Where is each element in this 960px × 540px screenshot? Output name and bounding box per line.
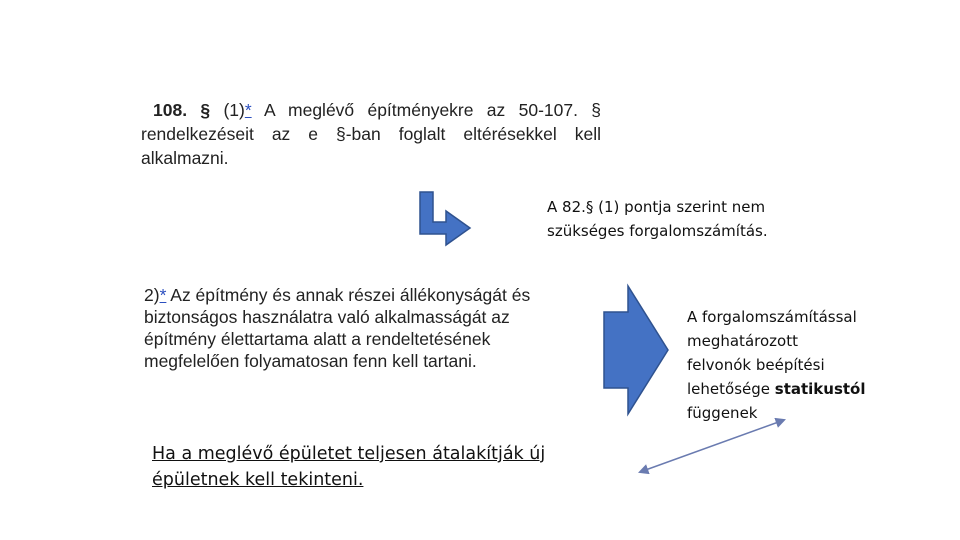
note-line: felvonók beépítési: [687, 356, 825, 374]
note-line: lehetősége statikustól: [687, 380, 866, 398]
paragraph-body: Az építmény és annak részei állékonyságát és biztonságos használatra való alkalmasságát az építmény élettartama alatt a rendeltetésének megfelelően folyamatosan fenn kell tartani.: [144, 285, 531, 371]
note-line: meghatározott: [687, 332, 798, 350]
note-line: A 82.§ (1) pontja szerint nem: [547, 198, 766, 216]
paragraph-body: A meglévő építményekre az 50-107. § rendelkezéseit az e §-ban foglalt eltérésekkel kell alkalmazni.: [141, 100, 602, 168]
conclusion-line: Ha a meglévő épületet teljesen átalakítják új: [152, 444, 546, 464]
emphasis-statikustol: statikustól: [774, 380, 866, 398]
paragraph-ref: (1): [223, 100, 245, 120]
conclusion-line: épületnek kell tekinteni.: [152, 470, 364, 490]
note-line: függenek: [687, 404, 758, 422]
right-arrow-icon: [604, 286, 668, 414]
bent-arrow-icon: [420, 192, 470, 245]
note-line: szükséges forgalomszámítás.: [547, 222, 768, 240]
footnote-link[interactable]: *: [244, 100, 252, 120]
footnote-link[interactable]: *: [159, 285, 167, 305]
note-line: A forgalomszámítással: [687, 308, 857, 326]
paragraph-ref: 2): [144, 285, 160, 305]
section-number: 108. §: [153, 100, 211, 120]
double-arrow-connector: [640, 420, 784, 472]
